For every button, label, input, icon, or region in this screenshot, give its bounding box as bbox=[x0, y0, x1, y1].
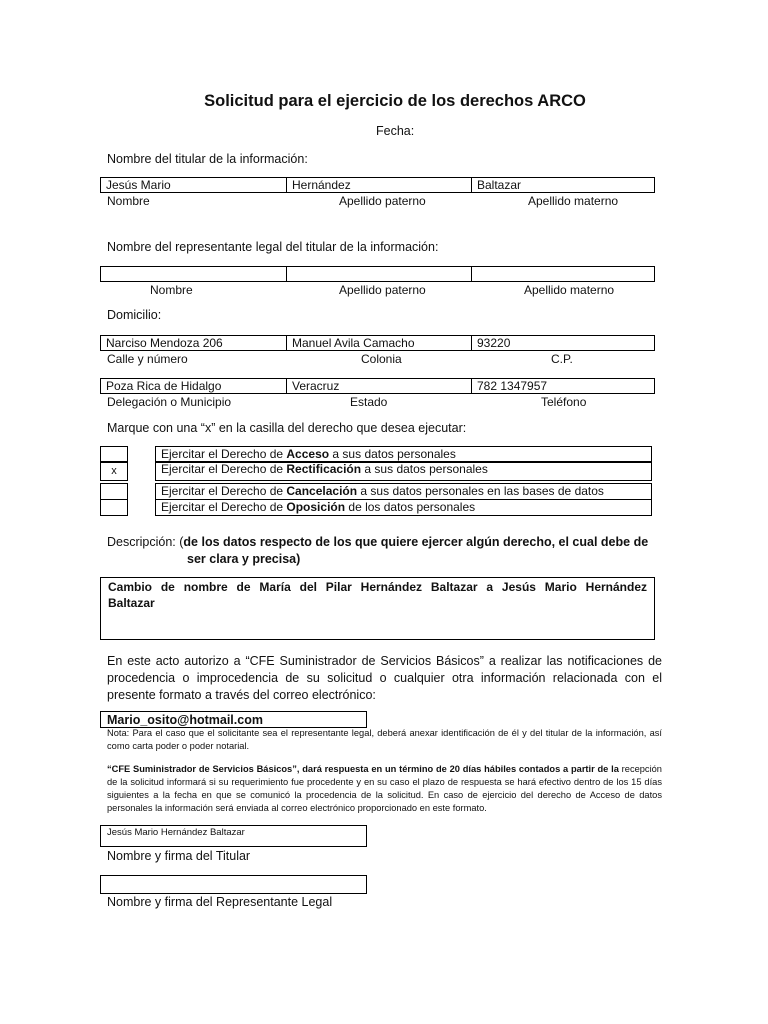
representante-name-table bbox=[100, 266, 655, 282]
cp-label: C.P. bbox=[551, 352, 573, 366]
firma-representante-field[interactable] bbox=[100, 875, 367, 894]
cancelacion-checkbox[interactable] bbox=[100, 483, 128, 500]
respuesta-bold-text: “CFE Suministrador de Servicios Básicos”, dará respuesta en un término de 20 días hábiles contados a partir de la bbox=[107, 764, 619, 774]
respuesta-rest-text: recepción de la solicitud informará si su requerimiento fue procedente y en su caso el plazo de respuesta se hará efectivo dentro de los 15 días siguientes a la fecha en que se comunicó la procedencia de la solicitud. En caso de ejercicio del derecho de Acceso de datos personales la información será enviada al correo electrónico proporcionado en este formato. bbox=[107, 764, 662, 813]
telefono-field[interactable]: 782 1347957 bbox=[471, 379, 654, 393]
estado-field[interactable]: Veracruz bbox=[286, 379, 471, 393]
fecha-label: Fecha: bbox=[376, 124, 415, 138]
derecho-oposicion-name: Oposición bbox=[286, 500, 346, 514]
delegacion-label: Delegación o Municipio bbox=[107, 395, 232, 409]
derecho-cancelacion-post: a sus datos personales en las bases de datos bbox=[357, 484, 604, 498]
descripcion-heading-line2 bbox=[187, 552, 300, 566]
respuesta-paragraph bbox=[107, 763, 662, 815]
representante-materno-label: Apellido materno bbox=[524, 283, 615, 297]
email-field[interactable]: Mario_osito@hotmail.com bbox=[100, 711, 367, 728]
telefono-label: Teléfono bbox=[541, 395, 587, 409]
descripcion-instruction-line1: de los datos respecto de los que quiere ejercer algún derecho, el cual debe de bbox=[183, 535, 649, 549]
titular-paterno-label: Apellido paterno bbox=[339, 194, 426, 208]
derecho-rectificacion-name: Rectificación bbox=[286, 462, 362, 476]
derecho-cancelacion-row bbox=[155, 483, 652, 500]
titular-paterno-field[interactable]: Hernández bbox=[286, 178, 471, 192]
page-title: Solicitud para el ejercicio de los derechos ARCO bbox=[204, 92, 586, 110]
descripcion-close-paren: ) bbox=[296, 552, 301, 566]
derechos-instruction: Marque con una “x” en la casilla del derecho que desea ejecutar: bbox=[107, 421, 467, 435]
titular-nombre-field[interactable]: Jesús Mario bbox=[106, 178, 171, 192]
firma-titular-field[interactable]: Jesús Mario Hernández Baltazar bbox=[100, 825, 367, 847]
derecho-oposicion-pre: Ejercitar el Derecho de bbox=[161, 500, 287, 514]
oposicion-checkbox[interactable] bbox=[100, 499, 128, 516]
titular-name-table bbox=[100, 177, 655, 193]
derecho-oposicion-row bbox=[155, 499, 652, 516]
derecho-cancelacion-pre: Ejercitar el Derecho de bbox=[161, 484, 287, 498]
titular-heading: Nombre del titular de la información: bbox=[107, 152, 308, 166]
derecho-acceso-post: a sus datos personales bbox=[329, 447, 456, 461]
representante-nombre-field[interactable] bbox=[101, 267, 286, 281]
calle-field[interactable]: Narciso Mendoza 206 bbox=[106, 336, 223, 350]
derecho-rectificacion-post: a sus datos personales bbox=[361, 462, 488, 476]
derecho-acceso-name: Acceso bbox=[286, 447, 330, 461]
autorizacion-paragraph: En este acto autorizo a “CFE Suministrador de Servicios Básicos” a realizar las notificaciones de procedencia o improcedencia de su solicitud o cualquier otra información relacionada con el presente formato a través del correo electrónico: bbox=[107, 654, 662, 702]
cp-field[interactable]: 93220 bbox=[471, 336, 654, 350]
representante-paterno-field[interactable] bbox=[286, 267, 471, 281]
titular-materno-label: Apellido materno bbox=[528, 194, 619, 208]
domicilio-heading: Domicilio: bbox=[107, 308, 162, 322]
representante-heading: Nombre del representante legal del titular de la información: bbox=[107, 240, 439, 254]
colonia-field[interactable]: Manuel Avila Camacho bbox=[286, 336, 471, 350]
firma-representante-label: Nombre y firma del Representante Legal bbox=[107, 895, 333, 909]
representante-materno-field[interactable] bbox=[471, 267, 654, 281]
delegacion-field[interactable]: Poza Rica de Hidalgo bbox=[106, 379, 222, 393]
derecho-rectificacion-row bbox=[155, 461, 652, 481]
derecho-acceso-pre: Ejercitar el Derecho de bbox=[161, 447, 287, 461]
representante-paterno-label: Apellido paterno bbox=[339, 283, 426, 297]
descripcion-heading bbox=[107, 535, 648, 549]
domicilio-row2-table bbox=[100, 378, 655, 394]
representante-nombre-label: Nombre bbox=[150, 283, 193, 297]
derecho-oposicion-post: de los datos personales bbox=[345, 500, 476, 514]
derecho-cancelacion-name: Cancelación bbox=[286, 484, 358, 498]
rectificacion-checkbox[interactable]: x bbox=[100, 461, 128, 481]
estado-label: Estado bbox=[350, 395, 388, 409]
descripcion-textarea[interactable]: Cambio de nombre de María del Pilar Hernández Baltazar a Jesús Mario Hernández Baltazar bbox=[100, 577, 655, 640]
calle-label: Calle y número bbox=[107, 352, 188, 366]
descripcion-label: Descripción: ( bbox=[107, 535, 184, 549]
descripcion-instruction-line2: ser clara y precisa bbox=[187, 552, 297, 566]
derecho-rectificacion-pre: Ejercitar el Derecho de bbox=[161, 462, 287, 476]
titular-nombre-label: Nombre bbox=[107, 194, 150, 208]
firma-titular-label: Nombre y firma del Titular bbox=[107, 849, 251, 863]
nota-paragraph: Nota: Para el caso que el solicitante sea el representante legal, deberá anexar identificación de él y del titular de la información, así como carta poder o poder notarial. bbox=[107, 728, 662, 751]
domicilio-row1-table bbox=[100, 335, 655, 351]
colonia-label: Colonia bbox=[361, 352, 402, 366]
titular-materno-field[interactable]: Baltazar bbox=[471, 178, 654, 192]
